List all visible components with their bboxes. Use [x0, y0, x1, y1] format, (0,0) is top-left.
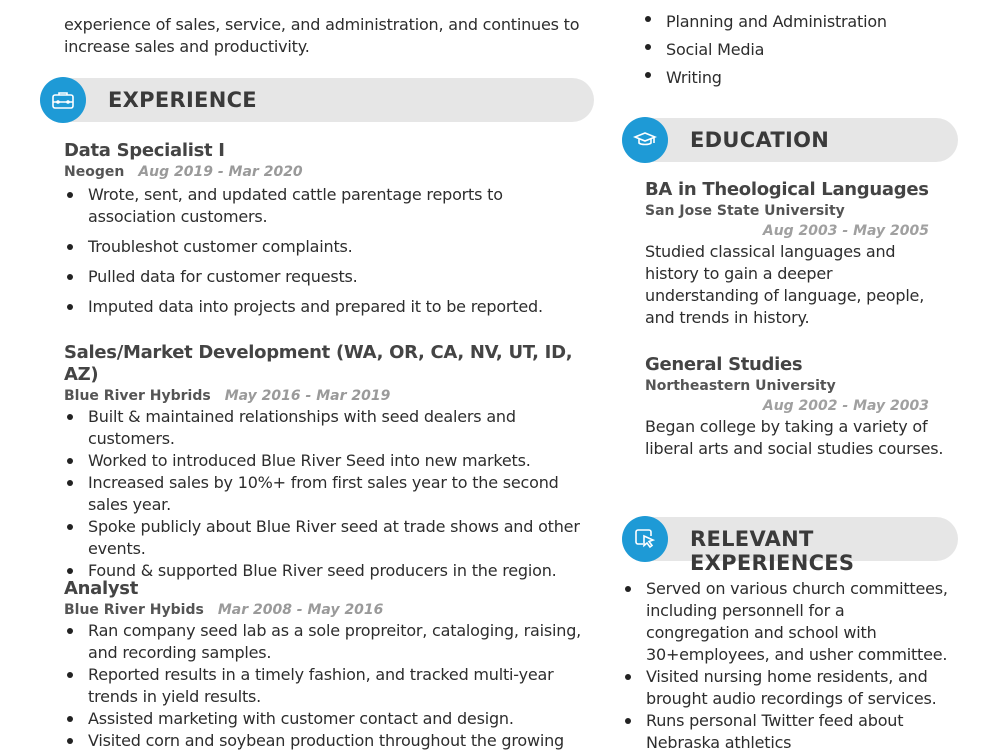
job-bullet: Reported results in a timely fashion, and tracked multi-year trends in yield results.	[64, 664, 594, 708]
relevant-heading: RELEVANT EXPERIENCES	[690, 527, 855, 575]
relevant-bullet: Visited nursing home residents, and brought audio recordings of services.	[622, 666, 952, 710]
job-title: Data Specialist I	[64, 140, 225, 161]
education-entry	[645, 179, 945, 329]
experience-section-header	[46, 78, 594, 122]
job-company: Neogen	[64, 164, 125, 180]
job-bullet: Pulled data for customer requests.	[64, 266, 594, 288]
job-company: Blue River Hybids	[64, 602, 204, 618]
relevant-section-header	[628, 517, 958, 575]
job-bullet: Worked to introduced Blue River Seed into new markets.	[64, 450, 594, 472]
edu-description: Began college by taking a variety of liberal arts and social studies courses.	[645, 417, 944, 458]
job-meta	[64, 386, 594, 406]
edu-school: San Jose State University	[645, 203, 845, 219]
edu-dates: Aug 2002 - May 2003	[762, 398, 929, 414]
job-bullet: Wrote, sent, and updated cattle parentage reports to association customers.	[64, 184, 594, 228]
edu-dates: Aug 2003 - May 2005	[762, 223, 929, 239]
job-bullet: Troubleshot customer complaints.	[64, 236, 594, 258]
job-bullets	[64, 184, 594, 318]
education-section-header	[628, 118, 958, 162]
relevant-bullet: Served on various church committees, including personnell for a congregation and school with 30+employees, and usher committee.	[622, 578, 952, 666]
job-bullets	[64, 406, 594, 582]
summary-line: experience of sales, service, and administration, and continues to	[64, 15, 580, 34]
education-heading: EDUCATION	[690, 128, 830, 152]
edu-degree: BA in Theological Languages	[645, 179, 929, 200]
job-title: Analyst	[64, 578, 139, 599]
graduation-cap-icon	[622, 117, 668, 163]
job-bullet: Found & supported Blue River seed producers in the region.	[64, 560, 594, 582]
job-entry	[64, 342, 594, 582]
skill-item: Planning and Administration	[642, 8, 962, 36]
job-dates: Aug 2019 - Mar 2020	[138, 164, 303, 180]
job-meta	[64, 162, 594, 182]
job-bullet: Imputed data into projects and prepared it to be reported.	[64, 296, 594, 318]
skills-list	[642, 8, 962, 92]
job-bullets	[64, 620, 594, 752]
job-bullet: Assisted marketing with customer contact and design.	[64, 708, 594, 730]
skill-item: Writing	[642, 64, 962, 92]
edu-description: Studied classical languages and history to gain a deeper understanding of language, people, and trends in history.	[645, 242, 925, 327]
summary	[64, 0, 594, 58]
relevant-list	[622, 578, 952, 754]
job-company: Blue River Hybrids	[64, 388, 211, 404]
job-bullet: Increased sales by 10%+ from first sales year to the second sales year.	[64, 472, 594, 516]
briefcase-icon	[40, 77, 86, 123]
job-entry	[64, 140, 594, 326]
education-entry	[645, 354, 945, 460]
job-entry	[64, 578, 594, 752]
skill-item: Social Media	[642, 36, 962, 64]
cursor-click-icon	[622, 516, 668, 562]
job-dates: May 2016 - Mar 2019	[224, 388, 391, 404]
job-bullet: Spoke publicly about Blue River seed at trade shows and other events.	[64, 516, 594, 560]
edu-school: Northeastern University	[645, 378, 836, 394]
edu-degree: General Studies	[645, 354, 803, 375]
summary-line: increase sales and productivity.	[64, 37, 310, 56]
job-bullet: Built & maintained relationships with seed dealers and customers.	[64, 406, 594, 450]
experience-heading: EXPERIENCE	[108, 88, 257, 112]
job-dates: Mar 2008 - May 2016	[217, 602, 384, 618]
job-bullet: Ran company seed lab as a sole propreitor, cataloging, raising, and recording samples.	[64, 620, 594, 664]
job-bullet: Visited corn and soybean production throughout the growing	[64, 730, 594, 752]
job-meta	[64, 600, 594, 620]
job-title: Sales/Market Development (WA, OR, CA, NV, UT, ID, AZ)	[64, 342, 573, 385]
relevant-bullet: Runs personal Twitter feed about Nebraska athletics	[622, 710, 952, 754]
